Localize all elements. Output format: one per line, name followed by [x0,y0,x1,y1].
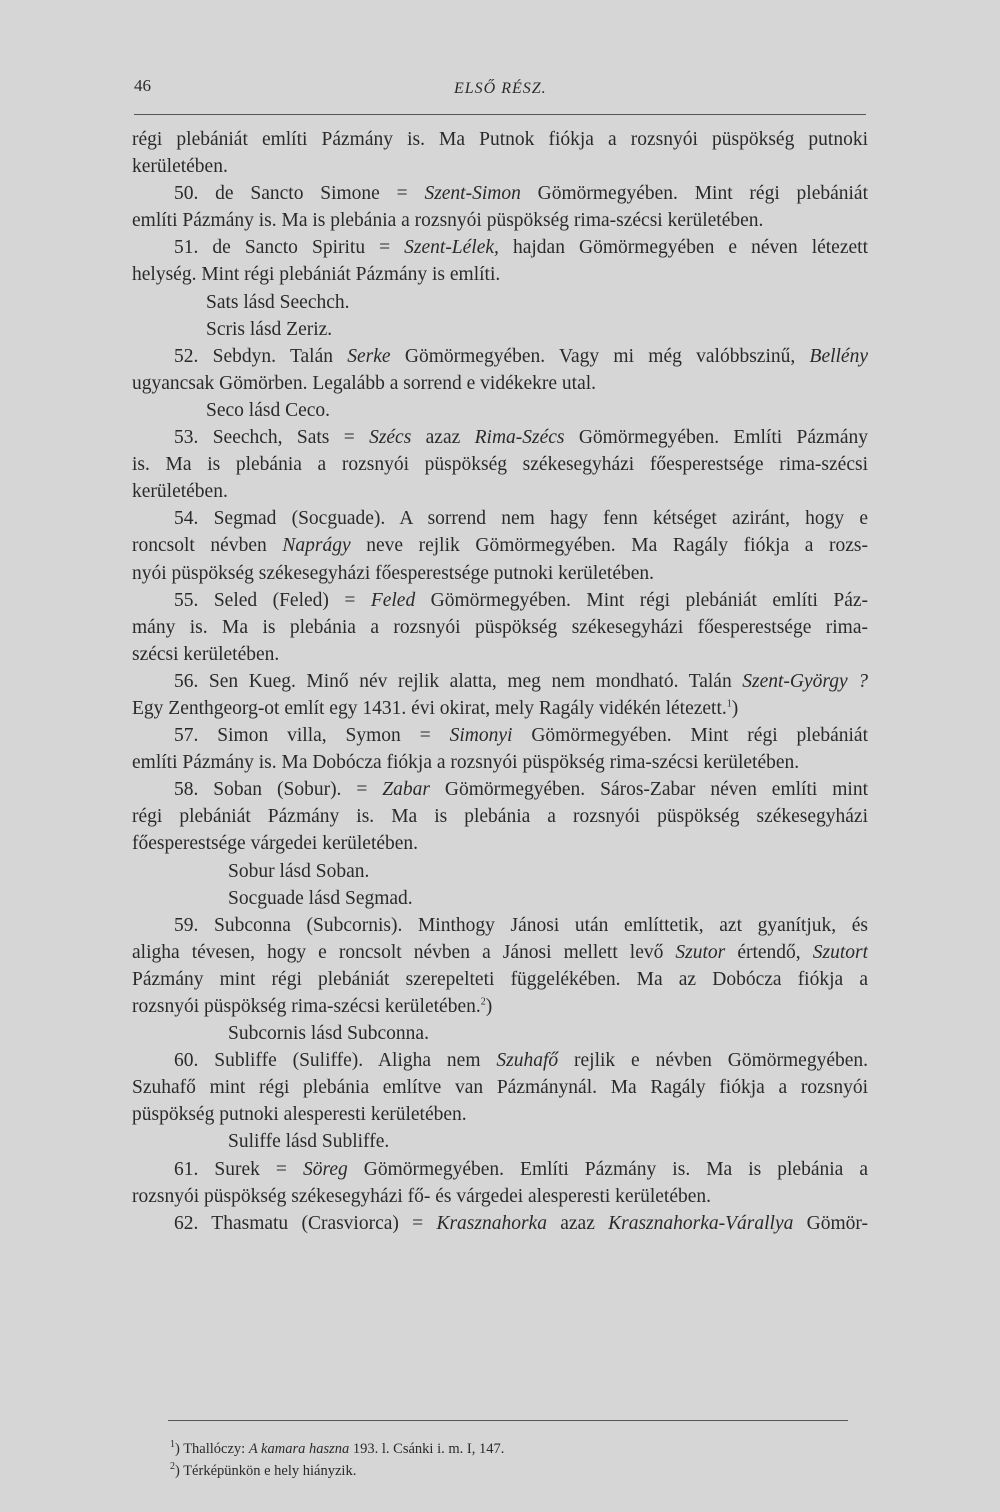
text-line: említi Pázmány is. Ma Dobócza fiókja a rozsnyói püspökség rima-szécsi kerületében. [132,752,800,774]
text-line: 52. Sebdyn. Talán Serke Gömörmegyében. Vagy mi még valóbbszinű, Bellény [174,345,868,367]
text-line: kerületében. [132,481,228,503]
text-line: 62. Thasmatu (Crasviorca) = Krasznahorka azaz Krasznahorka-Várallya Gömör- [174,1212,868,1234]
text-line: régi plebániát említi Pázmány is. Ma Putnok fiókja a rozsnyói püspökség putnoki [132,129,868,150]
text-line: roncsolt névben Naprágy neve rejlik Gömörmegyében. Ma Ragály fiókja a rozs- [132,535,868,557]
running-title: ELSŐ RÉSZ. [454,80,547,97]
text-line: rozsnyói püspökség rima-szécsi kerületében.$^2$) [132,996,493,1017]
footnote-rule [168,1420,848,1421]
header-rule [134,114,866,115]
text-line: 58. Soban (Sobur). = Zabar Gömörmegyében. Sáros-Zabar néven említi mint [174,779,868,801]
text-line: 56. Sen Kueg. Minő név rejlik alatta, meg nem mondható. Talán Szent-György ? [174,670,868,692]
footnotes [170,1438,850,1482]
text-line: 53. Seechch, Sats = Szécs azaz Rima-Szécs Gömörmegyében. Említi Pázmány [174,427,868,449]
text-line: Socguade lásd Segmad. [228,887,413,909]
text-line: 51. de Sancto Spiritu = Szent-Lélek, hajdan Gömörmegyében e néven létezett [174,237,868,259]
text-line: kerületében. [132,156,228,178]
page-header [134,76,866,106]
text-line: Egy Zenthgeorg-ot említ egy 1431. évi okirat, mely Ragály vidékén létezett.$^1$) [132,697,739,719]
text-line: 55. Seled (Feled) = Feled Gömörmegyében. Mint régi plebániát említi Páz- [174,589,868,611]
text-line: 59. Subconna (Subcornis). Minthogy Jánosi után említtetik, azt gyanítjuk, és [174,914,868,936]
text-line: Pázmány mint régi plebániát szerepelteti függelékében. Ma az Dobócza fiókja a [132,968,868,990]
text-line: főesperestsége várgedei kerületében. [132,833,419,855]
text-line: említi Pázmány is. Ma is plebánia a rozsnyói püspökség rima-szécsi kerületében. [132,210,764,232]
footnote: $^2$) Térképünkön e hely hiányzik. [170,1461,357,1479]
text-line: ugyancsak Gömörben. Legalább a sorrend e vidékekre utal. [132,372,597,394]
text-line: 57. Simon villa, Symon = Simonyi Gömörmegyében. Mint régi plebániát [174,725,868,747]
text-line: Subcornis lásd Subconna. [228,1023,429,1045]
text-line: 50. de Sancto Simone = Szent-Simon Gömörmegyében. Mint régi plebániát [174,183,868,205]
text-line: Scris lásd Zeriz. [206,318,333,340]
text-line: nyói püspökség székesegyházi főesperestsége putnoki kerületében. [132,562,655,584]
text-line: 61. Surek = Söreg Gömörmegyében. Említi Pázmány is. Ma is plebánia a [174,1158,868,1180]
text-line: mány is. Ma is plebánia a rozsnyói püspökség székesegyházi főesperestsége rima- [132,616,868,638]
text-line: régi plebániát Pázmány is. Ma is plebánia a rozsnyói püspökség székesegyházi [132,806,868,828]
text-line: aligha tévesen, hogy e roncsolt névben a Jánosi mellett levő Szutor értendő, Szutort [132,941,868,963]
body-text [132,126,868,1237]
text-line: 54. Segmad (Socguade). A sorrend nem hagy fenn kétséget aziránt, hogy e [174,508,868,530]
text-line: Sats lásd Seechch. [206,291,350,313]
footnote: $^1$) Thallóczy: A kamara haszna 193. l. Csánki i. m. I, 147. [170,1439,505,1457]
text-line: is. Ma is plebánia a rozsnyói püspökség székesegyházi főesperestsége rima-szécsi [132,454,868,476]
page-number: 46 [134,76,151,95]
text-line: szécsi kerületében. [132,643,280,665]
text-line: helység. Mint régi plebániát Pázmány is említi. [132,264,501,286]
text-line: Sobur lásd Soban. [228,860,370,882]
text-line: Seco lásd Ceco. [206,399,331,421]
text-line: rozsnyói püspökség székesegyházi fő- és várgedei alesperesti kerületében. [132,1185,712,1207]
text-line: püspökség putnoki alesperesti kerületében. [132,1104,467,1126]
text-line: 60. Subliffe (Suliffe). Aligha nem Szuhafő rejlik e névben Gömörmegyében. [174,1050,868,1072]
text-line: Szuhafő mint régi plebánia említve van Pázmánynál. Ma Ragály fiókja a rozsnyói [132,1077,868,1099]
text-line: Suliffe lásd Subliffe. [228,1131,390,1153]
